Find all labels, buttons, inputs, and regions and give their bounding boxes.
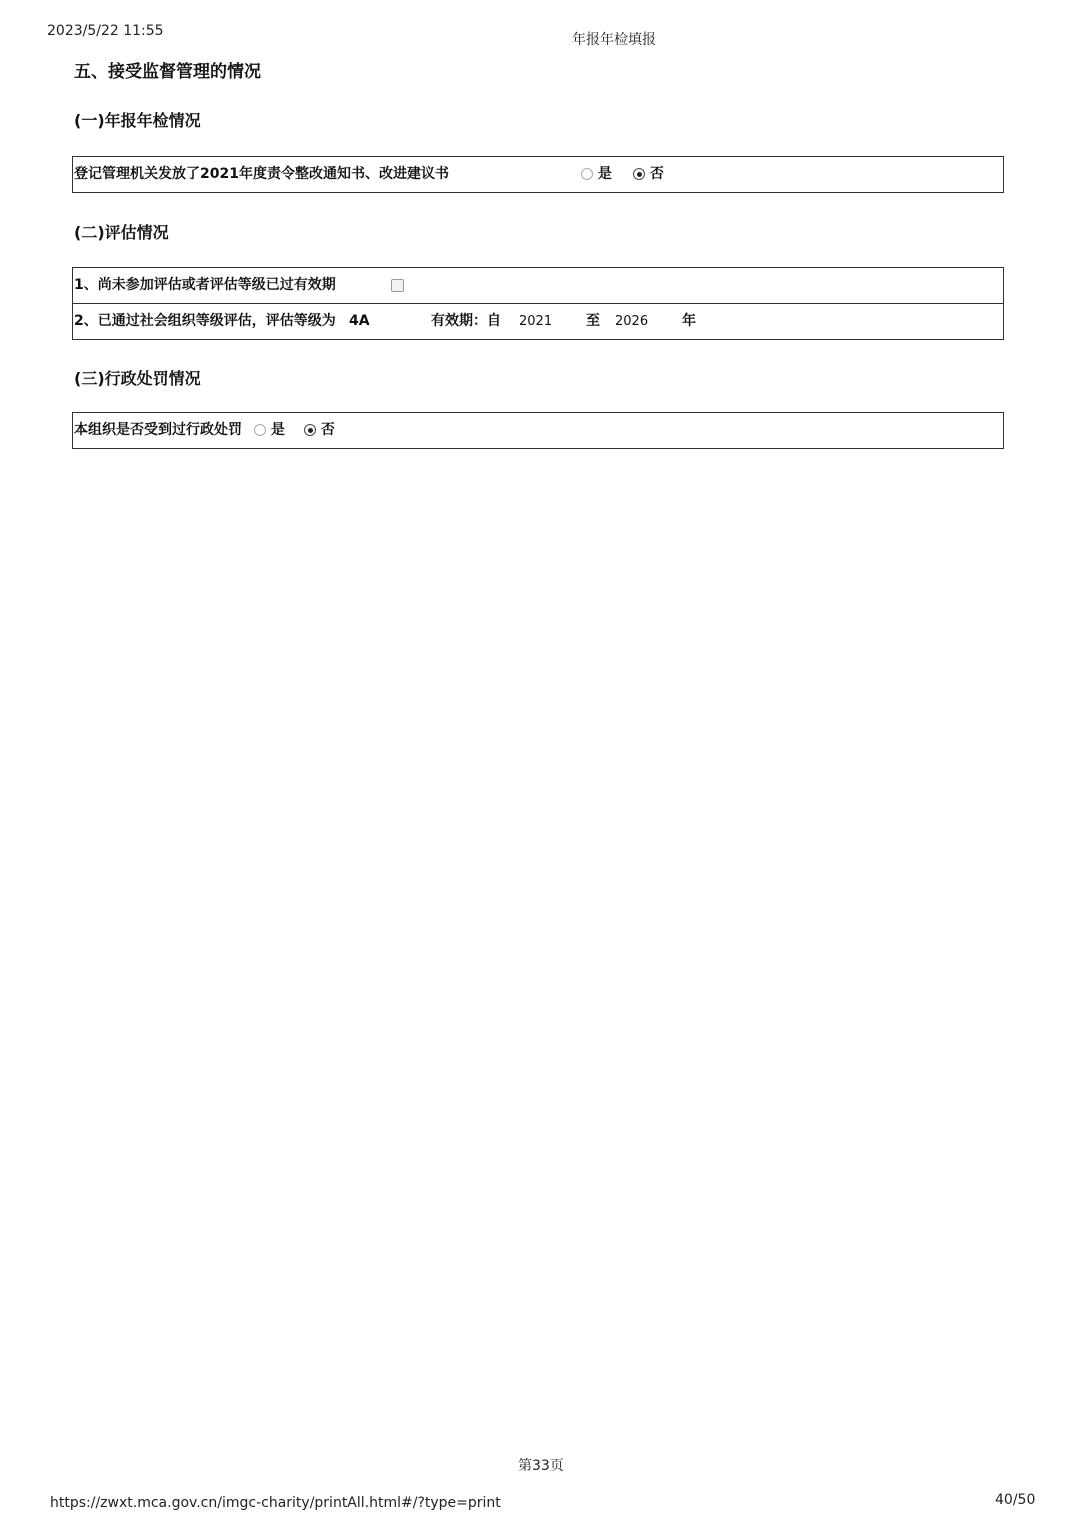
- not-evaluated-label: 1、尚未参加评估或者评估等级已过有效期: [74, 277, 336, 293]
- penalty-yes-option[interactable]: [254, 413, 285, 448]
- rectification-no-label: 否: [649, 166, 664, 182]
- evaluated-label: 2、已通过社会组织等级评估，评估等级为: [74, 313, 336, 329]
- rectification-yes-option[interactable]: [581, 157, 612, 192]
- penalty-title: (三)行政处罚情况: [74, 369, 201, 388]
- print-datetime: 2023/5/22 11:55: [47, 23, 164, 39]
- validity-from-year[interactable]: 2021: [519, 314, 553, 329]
- evaluation-title: (二)评估情况: [74, 223, 169, 242]
- evaluation-grade: 4A: [349, 313, 370, 329]
- annual-inspection-table: [72, 156, 1004, 193]
- not-evaluated-checkbox[interactable]: [391, 279, 404, 292]
- page-url: https://zwxt.mca.gov.cn/imgc-charity/printAll.html#/?type=print: [50, 1495, 501, 1511]
- validity-to-label: 至: [586, 313, 600, 329]
- rectification-no-radio[interactable]: [633, 168, 645, 180]
- penalty-row: [73, 413, 1003, 448]
- penalty-table: [72, 412, 1004, 449]
- evaluation-row-1: [73, 268, 1003, 303]
- validity-label: 有效期：自: [431, 313, 501, 329]
- rectification-notice-question: 登记管理机关发放了2021年度责令整改通知书、改进建议书: [74, 166, 449, 182]
- validity-to-year[interactable]: 2026: [615, 314, 649, 329]
- penalty-yes-label: 是: [270, 422, 285, 438]
- penalty-yes-radio[interactable]: [254, 424, 266, 436]
- penalty-question: 本组织是否受到过行政处罚: [74, 422, 242, 438]
- evaluation-table: [72, 267, 1004, 340]
- rectification-notice-row: [73, 157, 1003, 192]
- penalty-no-radio[interactable]: [304, 424, 316, 436]
- penalty-no-label: 否: [320, 422, 335, 438]
- page-count: 40/50: [995, 1492, 1036, 1508]
- rectification-no-option[interactable]: [633, 157, 664, 192]
- section-title: 五、接受监督管理的情况: [74, 62, 261, 82]
- rectification-yes-radio[interactable]: [581, 168, 593, 180]
- print-title: 年报年检填报: [572, 32, 656, 48]
- rectification-yes-label: 是: [597, 166, 612, 182]
- penalty-no-option[interactable]: [304, 413, 335, 448]
- validity-year-label: 年: [682, 313, 696, 329]
- page-number: 第33页: [518, 1458, 564, 1474]
- annual-inspection-title: (一)年报年检情况: [74, 111, 201, 130]
- evaluation-row-2: [73, 303, 1003, 339]
- not-evaluated-option[interactable]: [391, 268, 404, 303]
